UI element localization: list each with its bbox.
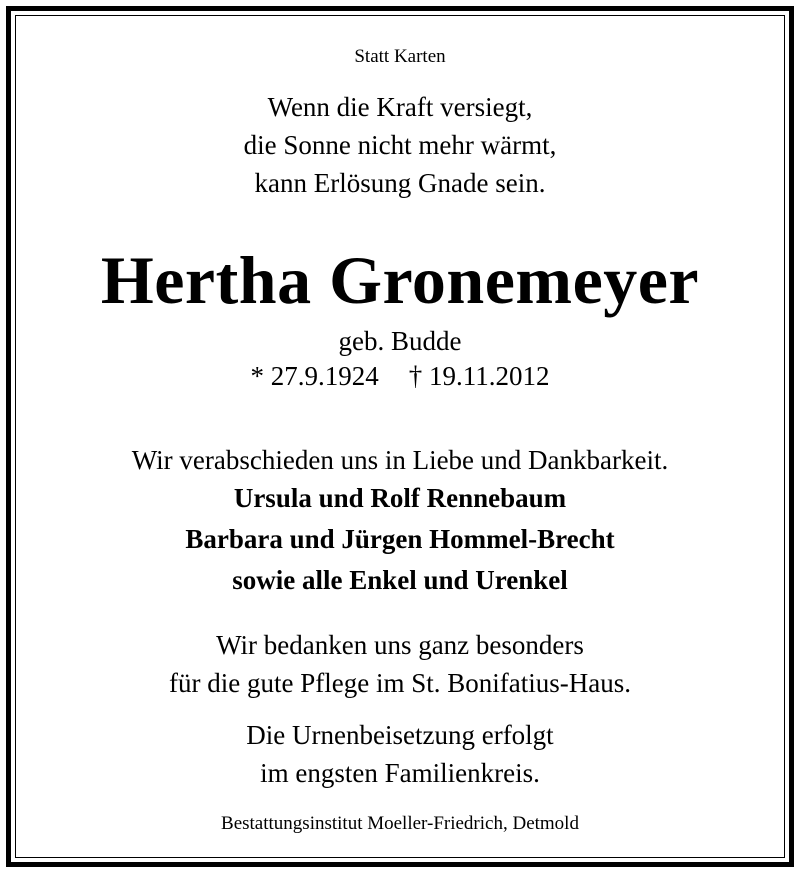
- verse-line: Wenn die Kraft versiegt,: [267, 92, 533, 122]
- maiden-name-text: geb. Budde: [338, 326, 462, 356]
- death-date: † 19.11.2012: [408, 361, 550, 391]
- mourner-line: Barbara und Jürgen Hommel-Brecht: [185, 524, 615, 554]
- farewell-text: Wir verabschieden uns in Liebe und Dankbarkeit.: [131, 445, 669, 475]
- deceased-name-text: Hertha Gronemeyer: [100, 242, 700, 318]
- funeral-home-text: Bestattungsinstitut Moeller-Friedrich, Detmold: [221, 813, 579, 834]
- funeral-home: [16, 813, 784, 835]
- verse-line: die Sonne nicht mehr wärmt,: [243, 130, 557, 160]
- maiden-name: [16, 324, 784, 358]
- farewell-message: [16, 440, 784, 480]
- deceased-name: [16, 240, 784, 320]
- mourner-line: Ursula und Rolf Rennebaum: [233, 483, 567, 513]
- burial-notice: [16, 716, 784, 792]
- thanks-line: für die gute Pflege im St. Bonifatius-Haus.: [169, 668, 631, 698]
- thanks-message: [16, 626, 784, 702]
- header-statt-karten: [16, 46, 784, 68]
- thanks-line: Wir bedanken uns ganz besonders: [216, 630, 584, 660]
- life-dates: [16, 359, 784, 393]
- verse-line: kann Erlösung Gnade sein.: [254, 168, 546, 198]
- burial-line: Die Urnenbeisetzung erfolgt: [246, 720, 554, 750]
- mourners: [16, 478, 784, 601]
- verse: [16, 88, 784, 202]
- header-text: Statt Karten: [354, 46, 446, 67]
- burial-line: im engsten Familienkreis.: [260, 758, 540, 788]
- birth-date: * 27.9.1924: [250, 361, 379, 391]
- mourner-line: sowie alle Enkel und Urenkel: [232, 565, 568, 595]
